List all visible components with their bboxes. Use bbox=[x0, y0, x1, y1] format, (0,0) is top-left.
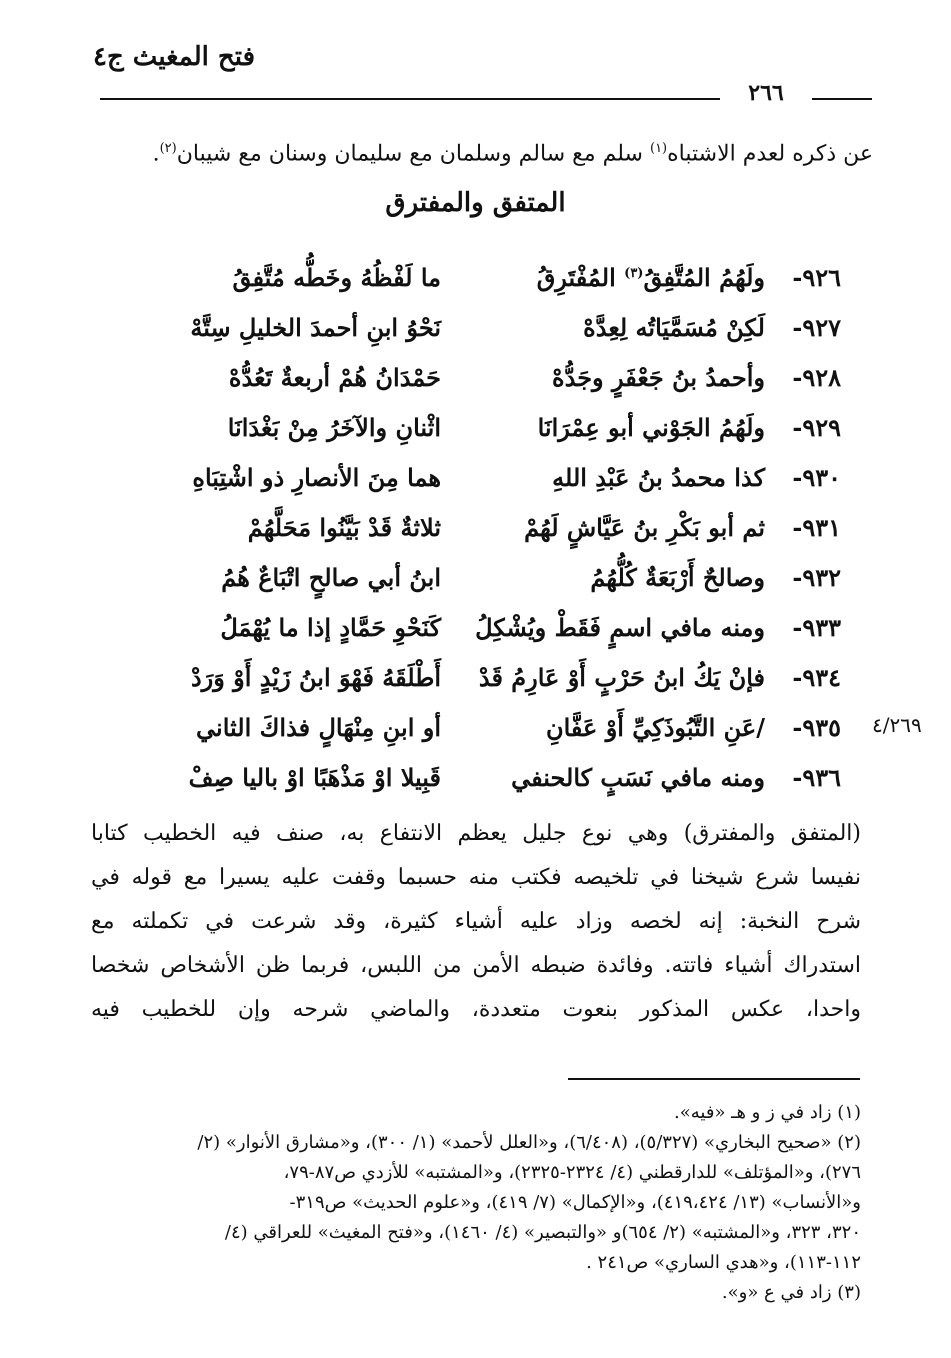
verse-first-hemistich: ثم أبو بَكْرِ بنُ عَيَّاشٍ لَهُمْ bbox=[524, 512, 765, 542]
verse-number: ٩٣٤- bbox=[792, 662, 841, 692]
section-title: المتفق والمفترق bbox=[385, 188, 566, 218]
margin-page-reference: ٤/٢٦٩ bbox=[872, 713, 922, 737]
intro-text-b: سلم مع سالم وسلمان مع سليمان وسنان مع شيبان bbox=[176, 141, 650, 167]
verse-second-hemistich: قَبِيلا اوْ مَذْهَبًا اوْ باليا صِفْ bbox=[188, 762, 441, 792]
verse-second-hemistich: ابنُ أبي صالحٍ اتْبَاعٌ هُمُ bbox=[221, 562, 441, 592]
verse-first-hemistich: وأحمدُ بنُ جَعْفَرٍ وجَدُّهْ bbox=[552, 362, 765, 392]
paragraph-line: استدراك أشياء فاتته. وفائدة ضبطه الأمن من اللبس، فربما ظن الأشخاص شخصا bbox=[91, 953, 861, 978]
footnotes bbox=[91, 1098, 861, 1308]
verse-second-hemistich: ثلاثةٌ قَدْ بَيَّنُوا مَحَلَّهُمْ bbox=[247, 512, 441, 542]
verse-row bbox=[101, 352, 841, 402]
verse-first-text: ولَهُمُ المُتَّفِقُ bbox=[643, 262, 765, 292]
verse-first-hemistich: وصالحٌ أَرْبَعَةٌ كُلُّهُمُ bbox=[590, 562, 765, 592]
verse-row bbox=[101, 752, 841, 802]
verse-second-hemistich: نَحْوُ ابنِ أحمدَ الخليلِ سِتَّهْ bbox=[190, 312, 441, 342]
intro-text-c: . bbox=[152, 141, 160, 167]
footnote-line: (١) زاد في ز و هـ «فيه». bbox=[674, 1102, 861, 1123]
verse-row bbox=[101, 502, 841, 552]
verse-row bbox=[101, 652, 841, 702]
verse-first-hemistich: ولَهُمُ الجَوْني أبو عِمْرَانَا bbox=[537, 412, 765, 442]
footnote-ref-2: (٢) bbox=[159, 141, 177, 156]
footnote-line: و«الأنساب» (١٣/ ٤١٩،٤٢٤)، و«الإكمال» (٧/ ٤١٩)، و«علوم الحديث» ص٣١٩- bbox=[289, 1192, 861, 1213]
footnote-line: ٣٢٠، ٣٢٣، و«المشتبه» (٢/ ٦٥٤)و «والتبصير» (٤/ ١٤٦٠)، و«فتح المغيث» للعراقي (٤/ bbox=[224, 1222, 861, 1243]
verse-first-hemistich: /عَنِ التَّبُوذَكِيِّ أَوْ عَفَّانِ bbox=[545, 712, 765, 742]
verse-number: ٩٢٨- bbox=[792, 362, 841, 392]
verse-second-hemistich: ما لَفْظُهُ وخَطُّه مُتَّفِقُ bbox=[232, 262, 441, 292]
verse-first-hemistich bbox=[475, 263, 765, 292]
commentary-paragraph bbox=[91, 812, 861, 1032]
verse-row bbox=[101, 302, 841, 352]
verse-row bbox=[101, 552, 841, 602]
verse-number: ٩٣٦- bbox=[792, 762, 841, 792]
verse-second-hemistich: أَطْلَقَهُ فَهْوَ ابنُ زَيْدٍ أَوْ وَرَدْ bbox=[190, 662, 441, 692]
verse-number: ٩٣١- bbox=[792, 512, 841, 542]
verse-first-hemistich: ومنه مافي اسمٍ فَقَطْ ويُشْكِلُ bbox=[475, 612, 765, 642]
verse-first-hemistich: فإنْ يَكُ ابنُ حَرْبٍ أَوْ عَارِمُ قَدْ bbox=[478, 662, 765, 692]
footnote-line: ٢٧٦)، و«المؤتلف» للدارقطني (٤/ ٢٣٢٤-٢٣٢٥)، و«المشتبه» للأزدي ص٨٧-٧٩، bbox=[283, 1162, 861, 1183]
verse-number: ٩٢٩- bbox=[792, 412, 841, 442]
verse-first-hemistich: كذا محمدُ بنُ عَبْدِ اللهِ bbox=[552, 462, 765, 492]
verse-number: ٩٣٥- bbox=[792, 712, 841, 742]
paragraph-line: نفيسا شرع شيخنا في تلخيصه فكتب منه حسبما وقفت عليه يسيرا مع قوله في bbox=[91, 865, 861, 890]
intro-text-a: عن ذكره لعدم الاشتباه bbox=[667, 141, 873, 167]
verse-second-hemistich: حَمْدَانُ هُمْ أربعةٌ تَعُدُّهْ bbox=[228, 362, 441, 392]
paragraph-line: واحدا، عكس المذكور بنعوت متعددة، والماضي شرحه وإن للخطيب فيه bbox=[91, 997, 861, 1022]
verse-row bbox=[101, 602, 841, 652]
header-rule-left bbox=[100, 98, 720, 100]
verse-number: ٩٢٦- bbox=[792, 262, 841, 292]
footnote-line: (٢) «صحيح البخاري» (٥/٣٢٧)، (٦/٤٠٨)، و«العلل لأحمد» (١/ ٣٠٠)، و«مشارق الأنوار» (٢/ bbox=[197, 1132, 861, 1153]
verse-second-hemistich: اثْنانِ والآخَرُ مِنْ بَغْدَانَا bbox=[227, 412, 441, 442]
verse-first-hemistich: ومنه مافي نَسَبٍ كالحنفي bbox=[511, 762, 765, 792]
verse-row bbox=[101, 702, 841, 752]
verse-second-hemistich: كَنَحْوِ حَمَّادٍ إذا ما يُهْمَلُ bbox=[220, 612, 441, 642]
verse-second-hemistich: أو ابنِ مِنْهَالٍ فذاكَ الثاني bbox=[196, 712, 441, 742]
verse-number: ٩٢٧- bbox=[792, 312, 841, 342]
running-title: فتح المغيث ج٤ bbox=[92, 42, 255, 72]
intro-line bbox=[83, 128, 873, 175]
verse-row bbox=[101, 402, 841, 452]
header-rule-right bbox=[812, 98, 872, 100]
verse-row bbox=[101, 252, 841, 302]
footnote-line: ١١٢-١١٣)، و«هدي الساري» ص٢٤١ . bbox=[586, 1252, 861, 1273]
verse-number: ٩٣٢- bbox=[792, 562, 841, 592]
paragraph-line: شرح النخبة: إنه لخصه وزاد عليه أشياء كثيرة، وقد شرعت في تكملته مع bbox=[91, 909, 861, 934]
paragraph-line: (المتفق والمفترق) وهي نوع جليل يعظم الانتفاع به، صنف فيه الخطيب كتابا bbox=[91, 821, 861, 846]
footnote-ref-1: (١) bbox=[649, 141, 668, 156]
footnote-ref-3: (٣) bbox=[624, 265, 644, 281]
page-number: ٢٦٦ bbox=[748, 80, 784, 106]
verse-second-hemistich: هما مِنَ الأنصارِ ذو اشْتِبَاهِ bbox=[192, 462, 441, 492]
verse-list bbox=[101, 252, 841, 802]
verse-number: ٩٣٣- bbox=[792, 612, 841, 642]
verse-number: ٩٣٠- bbox=[792, 462, 841, 492]
verse-first-text-rest: المُفْتَرِقُ bbox=[536, 262, 625, 292]
footnote-separator bbox=[568, 1078, 860, 1080]
verse-first-hemistich: لَكِنْ مُسَمَّيَاتُه لِعِدَّهْ bbox=[583, 312, 765, 342]
footnote-line: (٣) زاد في ع «و». bbox=[721, 1282, 861, 1303]
verse-row bbox=[101, 452, 841, 502]
